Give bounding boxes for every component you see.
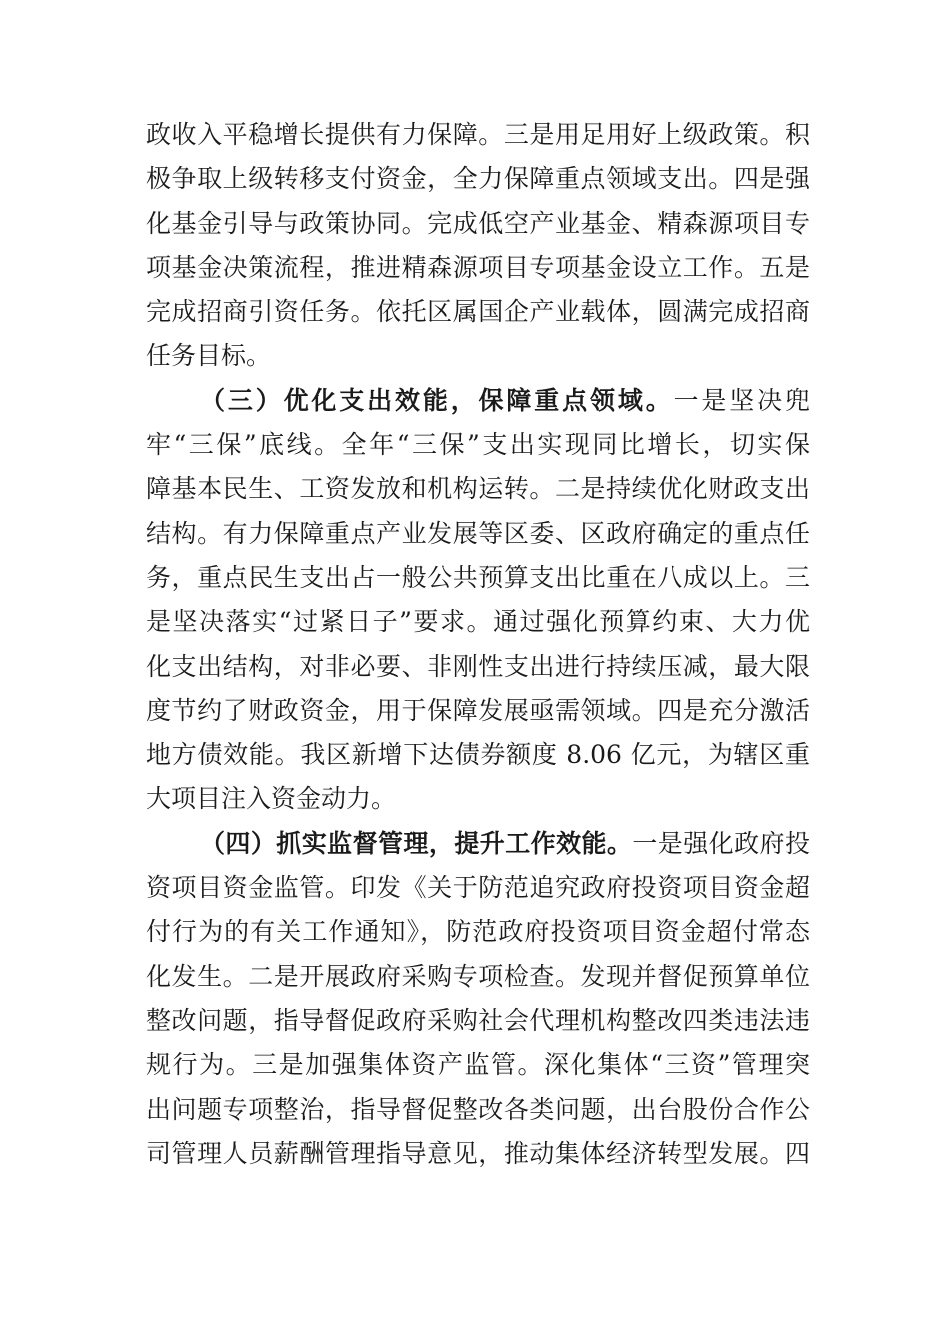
text-line: 结构。有力保障重点产业发展等区委、区政府确定的重点任 bbox=[146, 518, 810, 548]
text-line: 化发生。二是开展政府采购专项检查。发现并督促预算单位 bbox=[146, 961, 810, 991]
text-line: 度节约了财政资金，用于保障发展亟需领域。四是充分激活 bbox=[146, 695, 810, 725]
text-line: 极争取上级转移支付资金，全力保障重点领域支出。四是强 bbox=[146, 164, 810, 194]
text-line: 是坚决落实“过紧日子”要求。通过强化预算约束、大力优 bbox=[146, 607, 810, 637]
text-line: 资项目资金监管。印发《关于防范追究政府投资项目资金超 bbox=[146, 873, 810, 903]
text-line: 化基金引导与政策协同。完成低空产业基金、精森源项目专 bbox=[146, 208, 810, 238]
text-line: 规行为。三是加强集体资产监管。深化集体“三资”管理突 bbox=[146, 1050, 810, 1080]
text-line: 付行为的有关工作通知》，防范政府投资项目资金超付常态 bbox=[146, 917, 810, 947]
text-line: 大项目注入资金动力。 bbox=[146, 784, 397, 814]
section-heading: （三）优化支出效能，保障重点领域。 bbox=[200, 385, 674, 415]
text-line: 牢“三保”底线。全年“三保”支出实现同比增长，切实保 bbox=[146, 430, 810, 460]
text-line: 任务目标。 bbox=[146, 341, 272, 371]
section-three-line bbox=[146, 379, 810, 423]
text-line: 务，重点民生支出占一般公共预算支出比重在八成以上。三 bbox=[146, 562, 810, 592]
text-line: 地方债效能。我区新增下达债券额度 8.06 亿元，为辖区重 bbox=[146, 740, 810, 770]
section-heading: （四）抓实监督管理，提升工作效能。 bbox=[200, 828, 633, 858]
text-line: 政收入平稳增长提供有力保障。三是用足用好上级政策。积 bbox=[146, 120, 810, 149]
text-line: 出问题专项整治，指导督促整改各类问题，出台股份合作公 bbox=[146, 1094, 810, 1124]
body-text bbox=[146, 113, 810, 1176]
text-line: 完成招商引资任务。依托区属国企产业载体，圆满完成招商 bbox=[146, 297, 810, 327]
text-line: 化支出结构，对非必要、非刚性支出进行持续压减，最大限 bbox=[146, 651, 810, 681]
text-line: 项基金决策流程，推进精森源项目专项基金设立工作。五是 bbox=[146, 252, 810, 282]
section-four-line bbox=[146, 822, 810, 866]
text-line: 司管理人员薪酬管理指导意见，推动集体经济转型发展。四 bbox=[146, 1138, 810, 1168]
text-line: 障基本民生、工资发放和机构运转。二是持续优化财政支出 bbox=[146, 474, 810, 504]
text-run: 一是坚决兜 bbox=[673, 385, 810, 415]
text-line: 整改问题，指导督促政府采购社会代理机构整改四类违法违 bbox=[146, 1005, 810, 1035]
text-run: 一是强化政府投 bbox=[632, 828, 810, 858]
